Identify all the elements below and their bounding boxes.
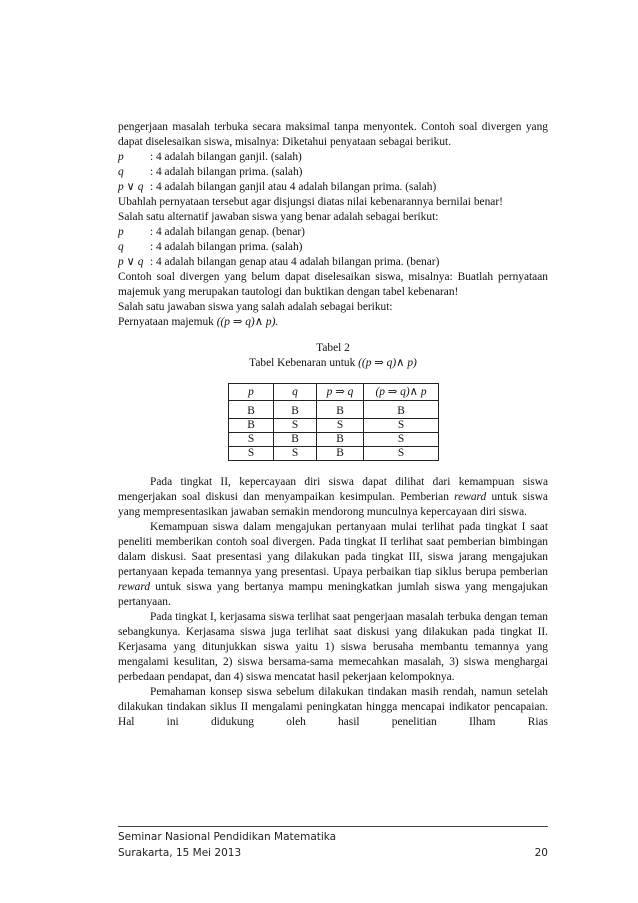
footer-line bbox=[118, 845, 548, 861]
table-cell: S bbox=[364, 447, 439, 461]
table-title-formula: ((p ⇒ q)∧ p) bbox=[358, 357, 417, 369]
statement-list-1 bbox=[118, 150, 548, 195]
statement-var: p ∨ q bbox=[118, 256, 144, 268]
table-header-cell: (p ⇒ q)∧ p bbox=[364, 384, 439, 401]
compound-formula: ((p ⇒ q)∧ p). bbox=[216, 316, 279, 328]
paragraph-emphasis: reward bbox=[118, 581, 151, 593]
table-header-row bbox=[229, 384, 439, 401]
table-cell: B bbox=[229, 401, 274, 419]
paragraph-concept-understanding: Pemahaman konsep siswa sebelum dilakukan tindakan masih rendah, namun setelah dilakukan tindakan siklus II mengalami peningkatan hingga mencapai indikator pencapaian. Hal ini didukung oleh hasil penelitian Ilham Rias bbox=[118, 686, 548, 728]
table-cell: S bbox=[274, 419, 317, 433]
table-number: Tabel 2 bbox=[316, 342, 350, 354]
page-body bbox=[118, 120, 548, 730]
table-cell: S bbox=[364, 419, 439, 433]
statement-row bbox=[118, 165, 548, 180]
table-title bbox=[118, 356, 548, 371]
table-caption bbox=[118, 341, 548, 371]
statement-text: : 4 adalah bilangan ganjil. (salah) bbox=[150, 151, 302, 163]
statement-row bbox=[118, 150, 548, 165]
statement-list-2 bbox=[118, 225, 548, 270]
paragraph-confidence bbox=[118, 475, 548, 520]
table-row bbox=[229, 447, 439, 461]
table-cell: B bbox=[317, 447, 364, 461]
statement-row bbox=[118, 240, 548, 255]
statement-text: : 4 adalah bilangan prima. (salah) bbox=[150, 241, 303, 253]
page-number: 20 bbox=[534, 847, 548, 859]
statement-text: : 4 adalah bilangan genap atau 4 adalah bilangan prima. (benar) bbox=[150, 256, 440, 268]
table-cell: S bbox=[364, 433, 439, 447]
footer-seminar-name: Seminar Nasional Pendidikan Matematika bbox=[118, 831, 337, 843]
table-cell: B bbox=[274, 401, 317, 419]
paragraph-emphasis: reward bbox=[454, 491, 487, 503]
table-cell: S bbox=[229, 433, 274, 447]
statement-var: p bbox=[118, 226, 124, 238]
table-cell: B bbox=[364, 401, 439, 419]
discussion-section bbox=[118, 475, 548, 730]
paragraph-questioning bbox=[118, 520, 548, 610]
compound-statement bbox=[118, 315, 548, 330]
statement-var: p bbox=[118, 151, 124, 163]
paragraph-text: untuk siswa yang mempresentasikan jawaban semakin mendorong munculnya kepercayaan diri siswa. bbox=[118, 491, 548, 518]
table-cell: S bbox=[274, 447, 317, 461]
paragraph-text: Pada tingkat II, kepercayaan diri siswa dapat dilihat dari kemampuan siswa mengerjakan soal diskusi dan menyampaikan kesimpulan. Pemberian bbox=[118, 476, 548, 503]
statement-row bbox=[118, 255, 548, 270]
statement-var: p ∨ q bbox=[118, 181, 144, 193]
table-cell: S bbox=[317, 419, 364, 433]
statement-text: : 4 adalah bilangan prima. (salah) bbox=[150, 166, 303, 178]
statement-row bbox=[118, 180, 548, 195]
paragraph-text: Kemampuan siswa dalam mengajukan pertanyaan mulai terlihat pada tingkat I saat peneliti memberikan contoh soal divergen. Pada tingkat II terlihat saat pemberian bimbingan dalam diskusi. Saat presentasi yang dilakukan pada tingkat III, siswa jarang mengajukan pertanyaan kepada temannya yang presentasi. Upaya perbaikan tiap siklus berupa pemberian bbox=[118, 521, 548, 578]
truth-table bbox=[228, 383, 439, 461]
statement-var: q bbox=[118, 166, 124, 178]
statement-row bbox=[118, 225, 548, 240]
table-header-cell: q bbox=[274, 384, 317, 401]
table-cell: B bbox=[274, 433, 317, 447]
table-header-cell: p bbox=[229, 384, 274, 401]
table-cell: S bbox=[229, 447, 274, 461]
intro-paragraph: pengerjaan masalah terbuka secara maksimal tanpa menyontek. Contoh soal divergen yang dapat diselesaikan siswa, misalnya: Diketahui penyataan sebagai berikut. bbox=[118, 121, 548, 148]
statement-text: : 4 adalah bilangan ganjil atau 4 adalah bilangan prima. (salah) bbox=[150, 181, 437, 193]
paragraph-cooperation: Pada tingkat I, kerjasama siswa terlihat saat pengerjaan masalah terbuka dengan teman sebangkunya. Kerjasama siswa juga terlihat saat diskusi yang dilakukan pada tingkat II. Kerjasama yang ditunjukkan siswa yaitu 1) siswa berusaha membantu temannya yang mengalami kesulitan, 2) siswa bersama-sama memecahkan masalah, 3) siswa menghargai perbedaan pendapat, dan 4) siswa mencatat hasil pekerjaan kelompoknya. bbox=[118, 611, 548, 683]
statement-text: : 4 adalah bilangan genap. (benar) bbox=[150, 226, 305, 238]
divergent-example-paragraph: Contoh soal divergen yang belum dapat diselesaikan siswa, misalnya: Buatlah pernyataan majemuk yang merupakan tautologi dan buktikan dengan tabel kebenaran! bbox=[118, 271, 548, 298]
wrong-answer-intro: Salah satu jawaban siswa yang salah adalah sebagai berikut: bbox=[118, 301, 393, 313]
table-cell: B bbox=[317, 401, 364, 419]
table-title-label: Tabel Kebenaran untuk bbox=[249, 357, 356, 369]
footer-date: Surakarta, 15 Mei 2013 bbox=[118, 847, 242, 859]
table-row bbox=[229, 433, 439, 447]
paragraph-text: untuk siswa yang bertanya mampu meningkatkan jumlah siswa yang mengajukan pertanyaan. bbox=[118, 581, 548, 608]
task-paragraph: Ubahlah pernyataan tersebut agar disjungsi diatas nilai kebenarannya bernilai benar! bbox=[118, 196, 503, 208]
table-row bbox=[229, 419, 439, 433]
table-cell: B bbox=[317, 433, 364, 447]
table-header-cell: p ⇒ q bbox=[317, 384, 364, 401]
page-footer bbox=[118, 826, 548, 861]
table-cell: B bbox=[229, 419, 274, 433]
statement-var: q bbox=[118, 241, 124, 253]
answer-intro: Salah satu alternatif jawaban siswa yang benar adalah sebagai berikut: bbox=[118, 211, 439, 223]
compound-label: Pernyataan majemuk bbox=[118, 316, 214, 328]
table-row bbox=[229, 401, 439, 419]
